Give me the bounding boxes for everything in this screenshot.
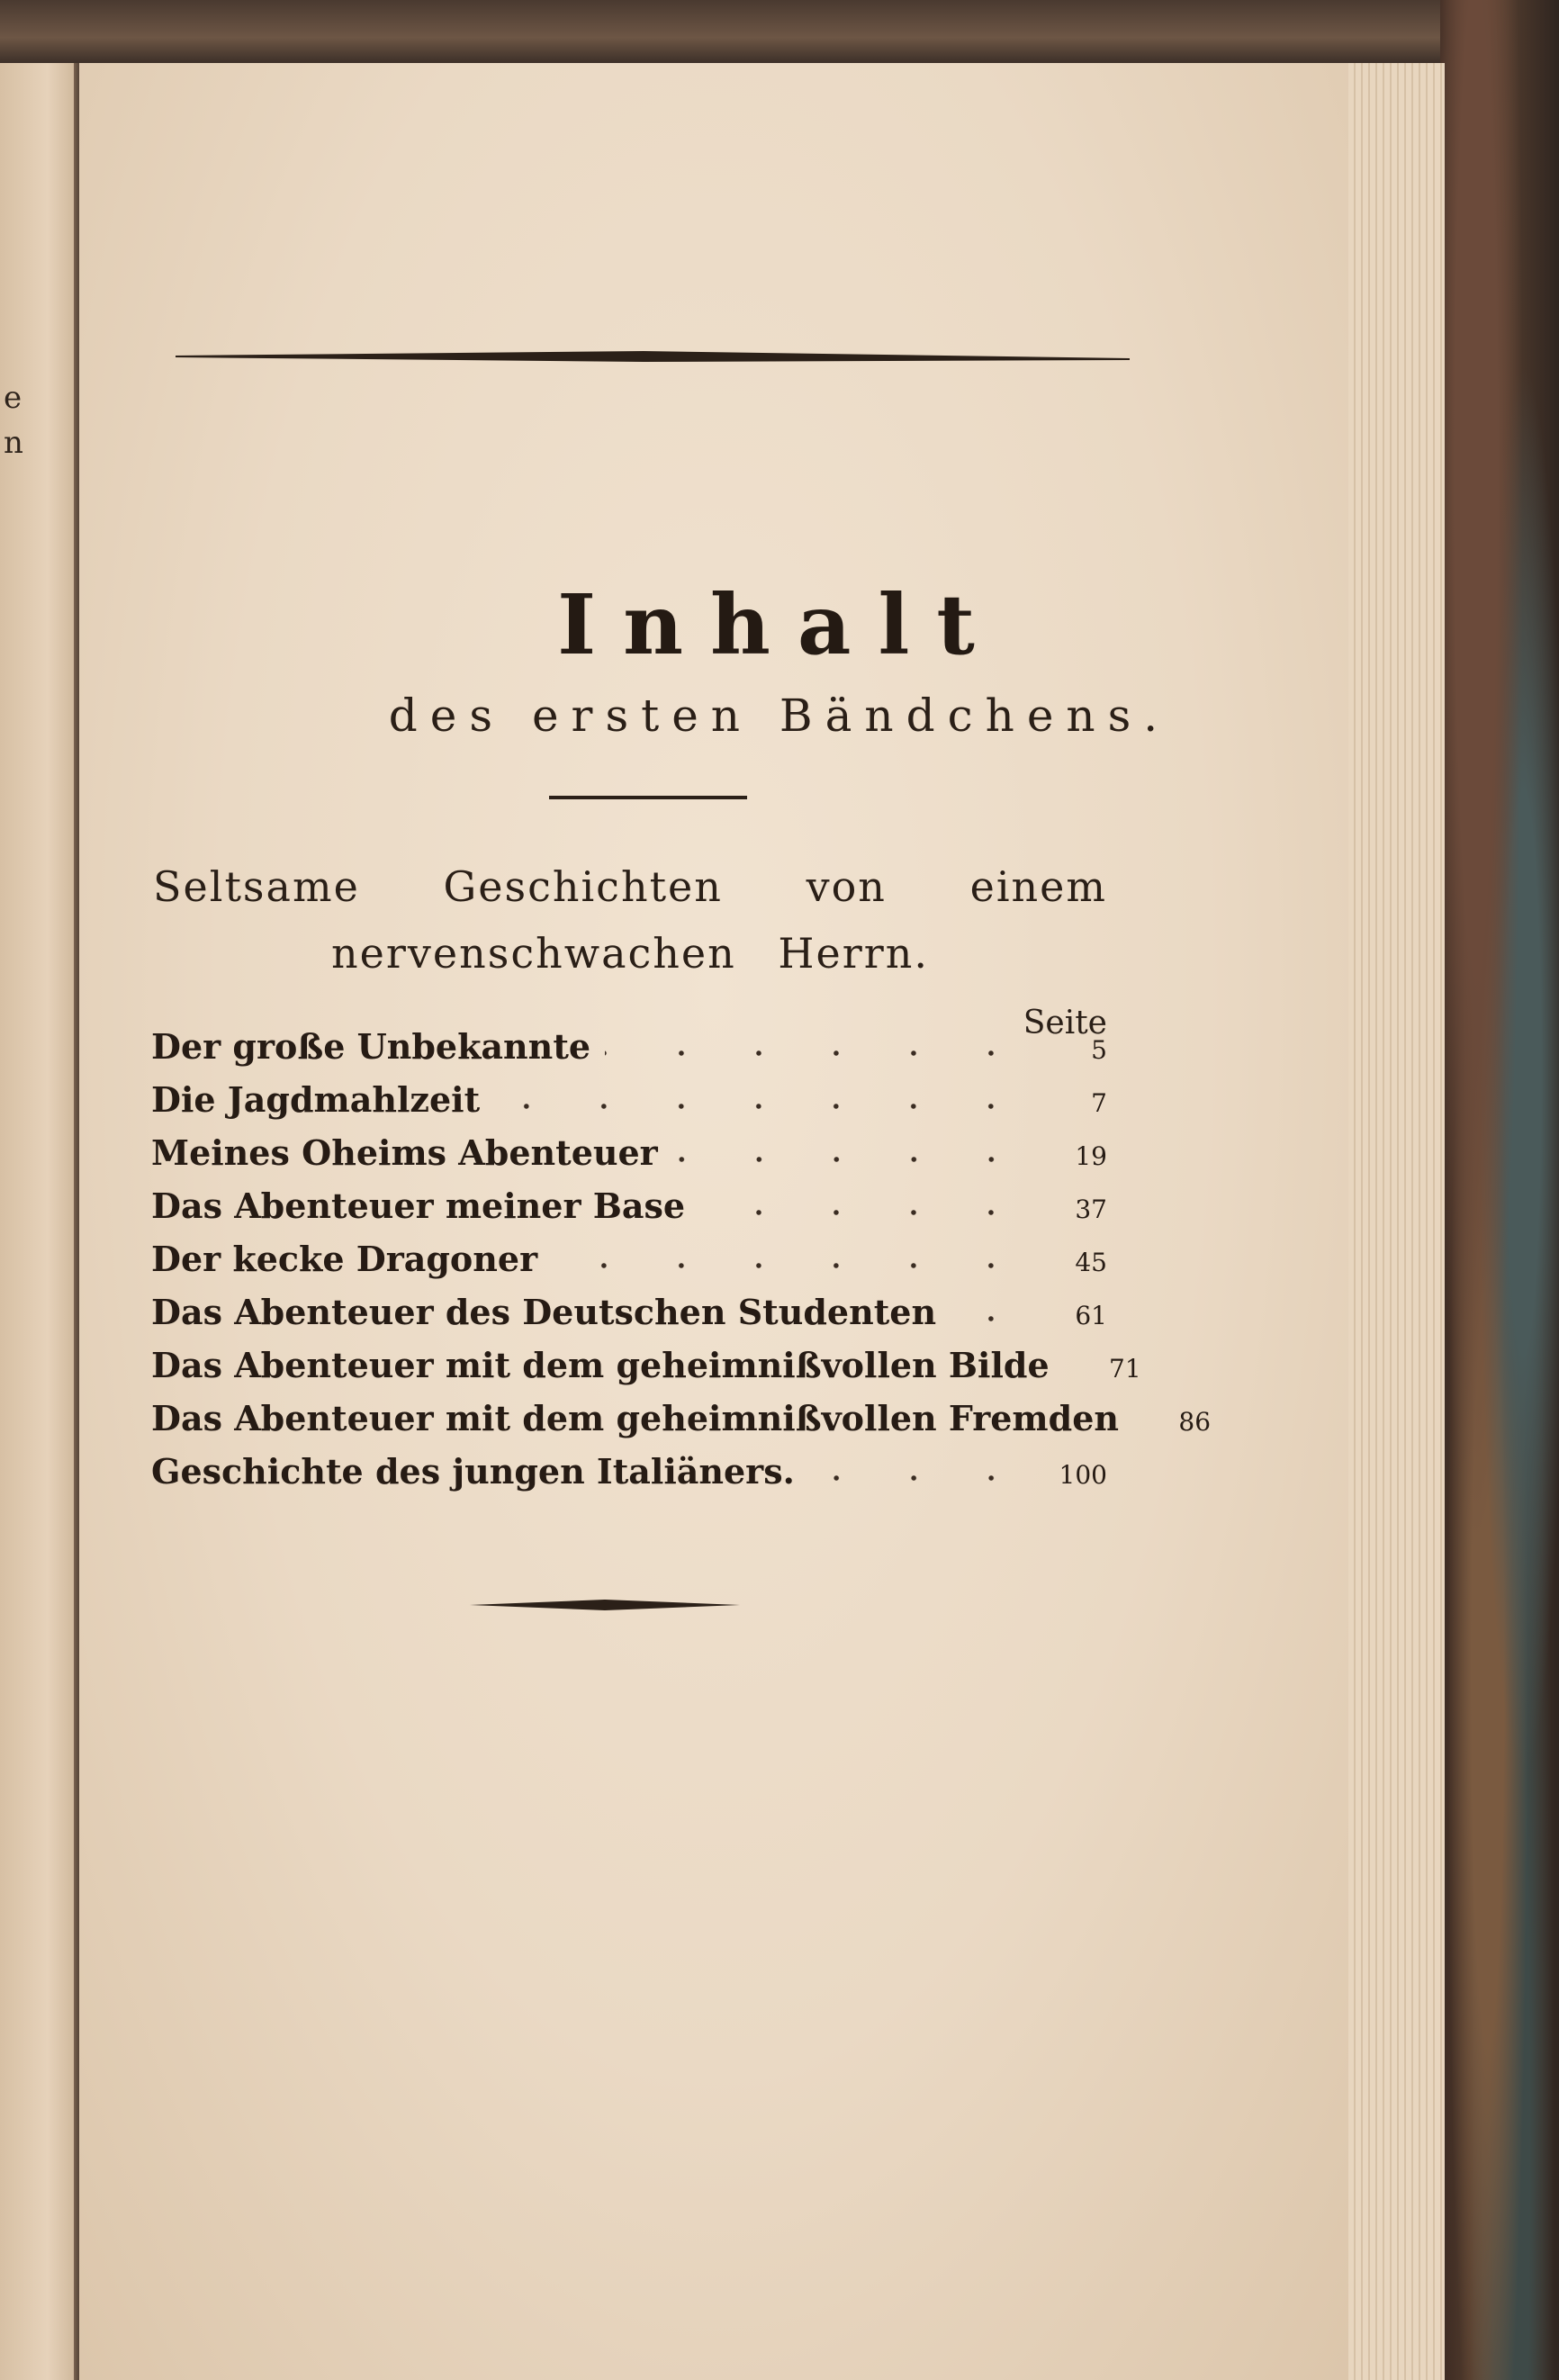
toc-entry-page: 45 bbox=[1075, 1248, 1107, 1277]
toc-leader-dots bbox=[951, 1315, 1030, 1322]
toc-entry-page: 19 bbox=[1075, 1141, 1107, 1171]
section-heading: Seltsame Geschichten von einem nervenschwachen Herrn. bbox=[153, 862, 1107, 978]
page-subtitle: des ersten Bändchens. bbox=[388, 690, 1171, 742]
toc-entry bbox=[151, 1026, 1107, 1079]
toc-entry-page: 7 bbox=[1091, 1088, 1107, 1118]
toc-entry-page: 71 bbox=[1109, 1354, 1141, 1384]
facing-page-fragment bbox=[0, 63, 79, 2380]
toc-leader-dots bbox=[672, 1156, 1030, 1163]
toc-leader-dots bbox=[552, 1262, 1030, 1269]
toc-leader-dots bbox=[494, 1103, 1030, 1110]
top-ornamental-rule bbox=[176, 351, 1130, 362]
toc-entry bbox=[151, 1132, 1107, 1185]
short-divider-rule bbox=[549, 796, 747, 799]
toc-entry-page: 86 bbox=[1178, 1407, 1212, 1437]
toc-entry bbox=[151, 1345, 1141, 1398]
toc-entry-page: 61 bbox=[1075, 1301, 1107, 1330]
toc-entry-title: Das Abenteuer mit dem geheimnißvollen Bilde bbox=[151, 1345, 1050, 1385]
toc-entry-title: Das Abenteuer mit dem geheimnißvollen Fremden bbox=[151, 1398, 1120, 1438]
toc-leader-dots bbox=[605, 1050, 1030, 1057]
toc-entry-title: Die Jagdmahlzeit bbox=[151, 1079, 481, 1120]
table-of-contents bbox=[151, 1026, 1212, 1504]
toc-entry-title: Geschichte des jungen Italiäners. bbox=[151, 1451, 795, 1492]
toc-leader-dots bbox=[699, 1209, 1030, 1216]
toc-entry bbox=[151, 1185, 1107, 1239]
binding-top-edge bbox=[0, 0, 1559, 63]
toc-entry-title: Das Abenteuer des Deutschen Studenten bbox=[151, 1292, 937, 1332]
marbled-binding bbox=[1440, 0, 1559, 2380]
toc-entry-title: Meines Oheims Abenteuer bbox=[151, 1132, 658, 1173]
toc-entry bbox=[151, 1292, 1107, 1345]
toc-entry-page: 37 bbox=[1075, 1195, 1107, 1224]
toc-entry-page: 100 bbox=[1059, 1460, 1107, 1490]
toc-entry-title: Der kecke Dragoner bbox=[151, 1239, 538, 1279]
toc-entry bbox=[151, 1398, 1212, 1451]
bottom-ornamental-rule bbox=[470, 1598, 740, 1612]
toc-entry-page: 5 bbox=[1091, 1035, 1107, 1065]
page-edges bbox=[1341, 63, 1445, 2380]
toc-entry-title: Der große Unbekannte bbox=[151, 1026, 591, 1067]
page-column-label: Seite bbox=[1023, 1005, 1107, 1041]
toc-entry-title: Das Abenteuer meiner Base bbox=[151, 1185, 686, 1226]
toc-entry bbox=[151, 1451, 1107, 1504]
toc-leader-dots bbox=[809, 1474, 1030, 1482]
facing-page-letter: n bbox=[4, 425, 23, 461]
facing-page-letter: e bbox=[4, 380, 23, 416]
toc-entry bbox=[151, 1079, 1107, 1132]
toc-entry bbox=[151, 1239, 1107, 1292]
page-title: Inhalt bbox=[557, 576, 1002, 673]
